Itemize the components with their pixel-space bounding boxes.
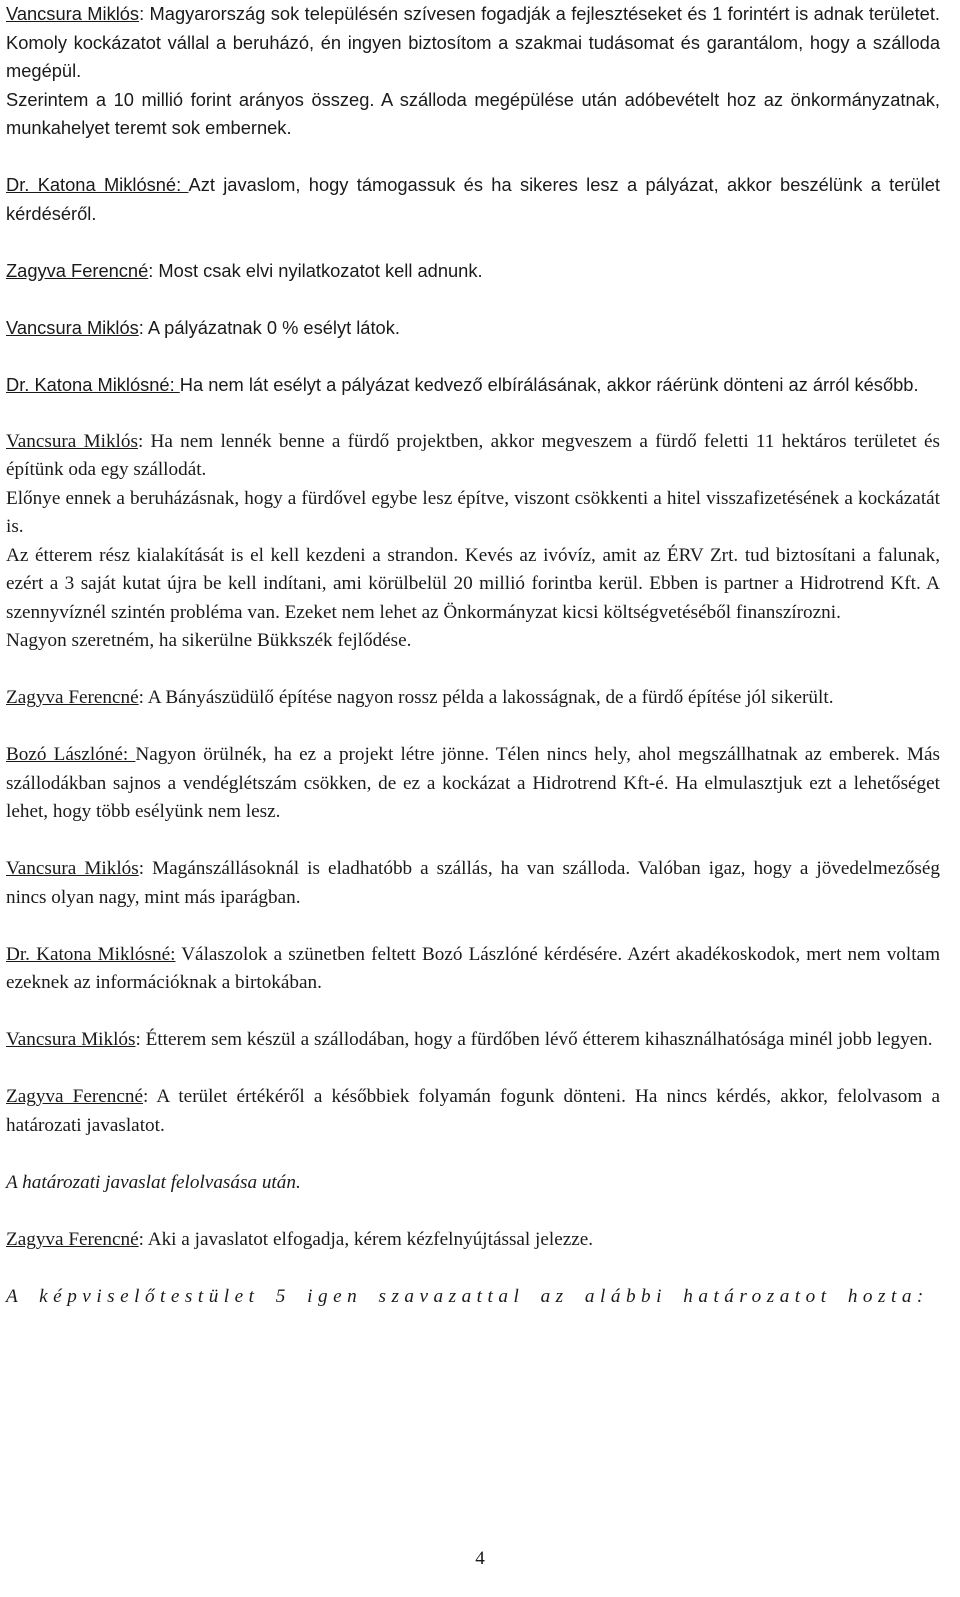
speaker-name: Vancsura Miklós — [6, 3, 140, 24]
paragraph-text: Ha nem lát esélyt a pályázat kedvező elbírálásának, akkor ráérünk dönteni az árról később. — [179, 373, 919, 395]
paragraph-text-cont: Nagyon szeretném, ha sikerülne Bükkszék fejlődése. — [6, 630, 412, 651]
paragraph-text: Válaszolok a szünetben feltett Bozó Lászlóné kérdésére. Azért akadékoskodok, mert nem voltam ezeknek az információknak a birtokában. — [6, 943, 940, 993]
paragraph-text: Azt javaslom, hogy támogassuk és ha sikeres lesz a pályázat, akkor beszélünk a terület kérdéséről. — [6, 174, 940, 224]
paragraph-1 — [6, 0, 940, 143]
paragraph-3 — [6, 257, 940, 286]
speaker-name: Zagyva Ferencné — [6, 1228, 139, 1250]
paragraph-9 — [6, 855, 940, 912]
speaker-name: Dr. Katona Miklósné: — [6, 373, 180, 395]
speaker-name: Zagyva Ferencné — [6, 259, 149, 281]
paragraph-13-italic-note: A határozati javaslat felolvasása után. — [6, 1171, 301, 1193]
speaker-name: Vancsura Miklós — [6, 316, 139, 338]
paragraph-text: : Étterem sem készül a szállodában, hogy a fürdőben lévő étterem kihasználhatósága minél jobb legyen. — [135, 1029, 933, 1050]
paragraph-text: : Aki a javaslatot elfogadja, kérem kézfelnyújtással jelezze. — [138, 1228, 594, 1250]
resolution-heading: A képviselőtestület 5 igen szavazattal az alábbi határozatot hozta: — [6, 1285, 929, 1307]
paragraph-10 — [6, 941, 940, 998]
paragraph-6 — [6, 428, 940, 656]
paragraph-text: : A pályázatnak 0 % esélyt látok. — [138, 316, 400, 338]
speaker-name: Vancsura Miklós — [6, 1029, 136, 1050]
paragraph-12 — [6, 1083, 940, 1140]
paragraph-text-cont: Szerintem a 10 millió forint arányos összeg. A szálloda megépülése után adóbevételt hoz az önkormányzatnak, munkahelyet teremt sok embernek. — [6, 88, 940, 138]
paragraph-5 — [6, 371, 940, 400]
document-page — [6, 0, 940, 1311]
speaker-name: Dr. Katona Miklósné: — [6, 943, 176, 965]
paragraph-text: : A terület értékéről a későbbiek folyamán fogunk dönteni. Ha nincs kérdés, akkor, felolvasom a határozati javaslatot. — [6, 1086, 940, 1136]
paragraph-text: : Magánszállásoknál is eladhatóbb a szállás, ha van szálloda. Valóban igaz, hogy a jövedelmezőség nincs olyan nagy, mint más iparágban. — [6, 858, 940, 908]
paragraph-8 — [6, 741, 940, 827]
paragraph-text: : Magyarország sok településén szívesen fogadják a fejlesztéseket és 1 forintért is adnak területet. Komoly kockázatot vállal a beruházó, én ingyen biztosítom a szakmai tudásomat és garantálom, hogy a szálloda megépül. — [6, 3, 940, 81]
paragraph-text: : Most csak elvi nyilatkozatot kell adnunk. — [148, 259, 483, 281]
speaker-name: Vancsura Miklós — [6, 430, 138, 452]
paragraph-14 — [6, 1226, 940, 1255]
speaker-name: Zagyva Ferencné — [6, 1086, 143, 1107]
speaker-name: Bozó Lászlóné: — [6, 744, 136, 765]
speaker-name: Dr. Katona Miklósné: — [6, 174, 189, 195]
paragraph-11 — [6, 1026, 940, 1055]
paragraph-text-cont: Az étterem rész kialakítását is el kell kezdeni a strandon. Kevés az ivóvíz, amit az ÉRV Zrt. tud biztosítani a falunak, ezért a 3 saját kutat újra be kell indítani, ami körülbelül 20 millió forintba kerül. Ebben is partner a Hidrotrend Kft. A szennyvíznél szintén probléma van. Ezeket nem lehet az Önkormányzat kicsi költségvetéséből finanszírozni. — [6, 544, 940, 623]
paragraph-4 — [6, 314, 940, 343]
speaker-name: Zagyva Ferencné — [6, 687, 139, 708]
page-number: 4 — [475, 1548, 485, 1569]
paragraph-text: : A Bányászüdülő építése nagyon rossz példa a lakosságnak, de a fürdő építése jól sikerült. — [138, 687, 834, 708]
paragraph-text-cont: Előnye ennek a beruházásnak, hogy a fürdővel egybe lesz építve, viszont csökkenti a hitel visszafizetésének a kockázatát is. — [6, 487, 940, 537]
paragraph-2 — [6, 171, 940, 228]
paragraph-7 — [6, 684, 940, 713]
paragraph-text: : Ha nem lennék benne a fürdő projektben, akkor megveszem a fürdő feletti 11 hektáros területet és építünk oda egy szállodát. — [6, 430, 940, 480]
speaker-name: Vancsura Miklós — [6, 858, 139, 879]
paragraph-text: Nagyon örülnék, ha ez a projekt létre jönne. Télen nincs hely, ahol megszállhatnak az emberek. Más szállodákban sajnos a vendéglétszám csökken, de ez a kockázat a Hidrotrend Kft-é. Ha elmulasztjuk ezt a lehetőséget lehet, hogy több esélyünk nem lesz. — [6, 744, 940, 822]
